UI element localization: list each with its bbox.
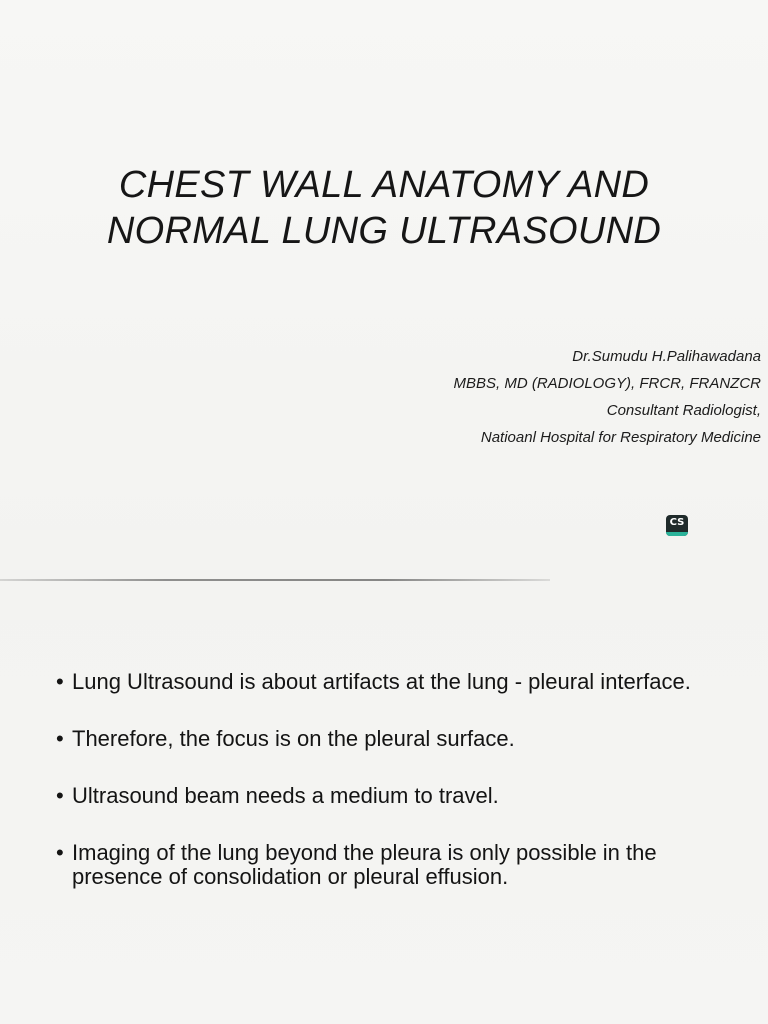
bullet-text-2: Therefore, the focus is on the pleural surface. (72, 726, 515, 751)
camscanner-logo-text: CS (669, 517, 685, 528)
author-block (201, 343, 761, 451)
bullet-item-3 (56, 784, 736, 808)
bullet-item-2 (56, 727, 736, 751)
bullet-text-1: Lung Ultrasound is about artifacts at the lung - pleural interface. (72, 669, 691, 694)
bullet-dot: • (56, 840, 64, 865)
title-line-1: CHEST WALL ANATOMY AND (118, 164, 650, 206)
bullet-text-4: Imaging of the lung beyond the pleura is only possible in the presence of consolidation or pleural effusion. (72, 840, 657, 889)
bullet-list (56, 670, 736, 922)
title-line-2: NORMAL LUNG ULTRASOUND (106, 210, 662, 252)
bullet-dot: • (56, 726, 64, 751)
slide-title (0, 162, 768, 254)
bullet-item-1 (56, 670, 736, 694)
slide-divider (0, 579, 550, 581)
author-institution: Natioanl Hospital for Respiratory Medicine (480, 429, 761, 446)
author-qualifications: MBBS, MD (RADIOLOGY), FRCR, FRANZCR (453, 375, 761, 392)
camscanner-logo-accent (666, 532, 688, 536)
bullet-text-3: Ultrasound beam needs a medium to travel. (72, 783, 499, 808)
bullet-item-4 (56, 841, 736, 889)
author-role: Consultant Radiologist, (606, 402, 761, 419)
camscanner-logo-icon (666, 515, 688, 536)
author-name: Dr.Sumudu H.Palihawadana (572, 348, 761, 365)
bullet-dot: • (56, 783, 64, 808)
bullet-dot: • (56, 669, 64, 694)
